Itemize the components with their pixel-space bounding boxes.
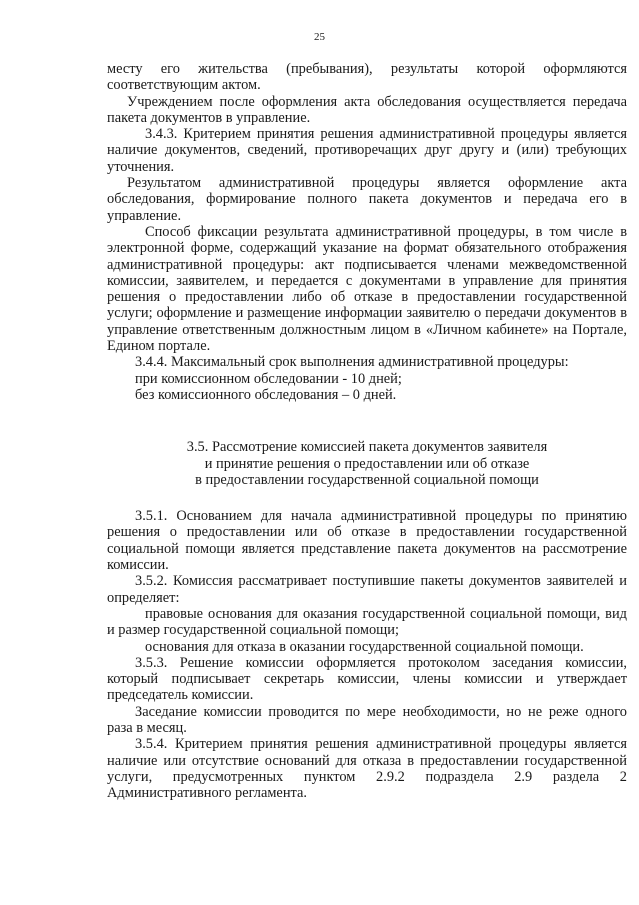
paragraph: 3.5.4. Критерием принятия решения административной процедуры является наличие или отсутствие оснований для отказа в предоставлении государственной услуги, предусмотренных пунктом 2.9.2 подраздела 2.9 раздела 2 Административного регламента. <box>107 736 627 802</box>
paragraph: месту его жительства (пребывания), результаты которой оформляются соответствующим актом. <box>107 61 627 94</box>
paragraph: при комиссионном обследовании - 10 дней; <box>135 370 402 387</box>
heading-line: и принятие решения о предоставлении или об отказе <box>204 455 530 472</box>
section-3-5-text <box>107 508 627 801</box>
spacer <box>107 488 627 508</box>
paragraph: 3.5.2. Комиссия рассматривает поступившие пакеты документов заявителей и определяет: <box>107 573 627 606</box>
paragraph: 3.4.4. Максимальный срок выполнения административной процедуры: <box>135 354 569 371</box>
paragraph: правовые основания для оказания государственной социальной помощи, вид и размер государственной социальной помощи; <box>107 605 627 639</box>
paragraph: 3.4.3. Критерием принятия решения административной процедуры является наличие документов, сведений, противоречащих друг другу и (или) требующих уточнения. <box>107 126 627 175</box>
heading-line: 3.5. Рассмотрение комиссией пакета документов заявителя <box>186 439 548 456</box>
document-body <box>107 61 627 801</box>
heading-line: в предоставлении государственной социальной помощи <box>195 471 539 488</box>
paragraph: Результатом административной процедуры является оформление акта обследования, формирование полного пакета документов и передача его в управление. <box>107 175 627 224</box>
page-number: 25 <box>314 31 325 43</box>
section-3-5-heading <box>107 439 627 488</box>
paragraph: Заседание комиссии проводится по мере необходимости, но не реже одного раза в месяц. <box>107 703 627 736</box>
paragraph: 3.5.3. Решение комиссии оформляется протоколом заседания комиссии, который подписывает секретарь комиссии, члены комиссии и утверждает председатель комиссии. <box>107 654 627 704</box>
spacer <box>107 403 627 439</box>
paragraph: Способ фиксации результата административной процедуры, в том числе в электронной форме, содержащий указание на формат обязательного отображения административной процедуры: акт подписывается членами межведомственной комиссии, заявителем, и передается с документами в управление для принятия решения о предоставлении либо об отказе в предоставлении государственной услуги; оформление и размещение информации заявителю о передачи документов в управление ответственным должностным лицом в «Личном кабинете» на Портале, Едином портале. <box>107 223 627 355</box>
section-3-4-text <box>107 61 627 403</box>
paragraph: основания для отказа в оказании государственной социальной помощи. <box>145 638 584 655</box>
paragraph: Учреждением после оформления акта обследования осуществляется передача пакета документов в управление. <box>107 93 627 126</box>
paragraph: 3.5.1. Основанием для начала административной процедуры по принятию решения о предоставлении или об отказе в предоставлении государственной социальной помощи является представление пакета документов на рассмотрение комиссии. <box>107 508 627 574</box>
paragraph: без комиссионного обследования – 0 дней. <box>135 386 397 403</box>
